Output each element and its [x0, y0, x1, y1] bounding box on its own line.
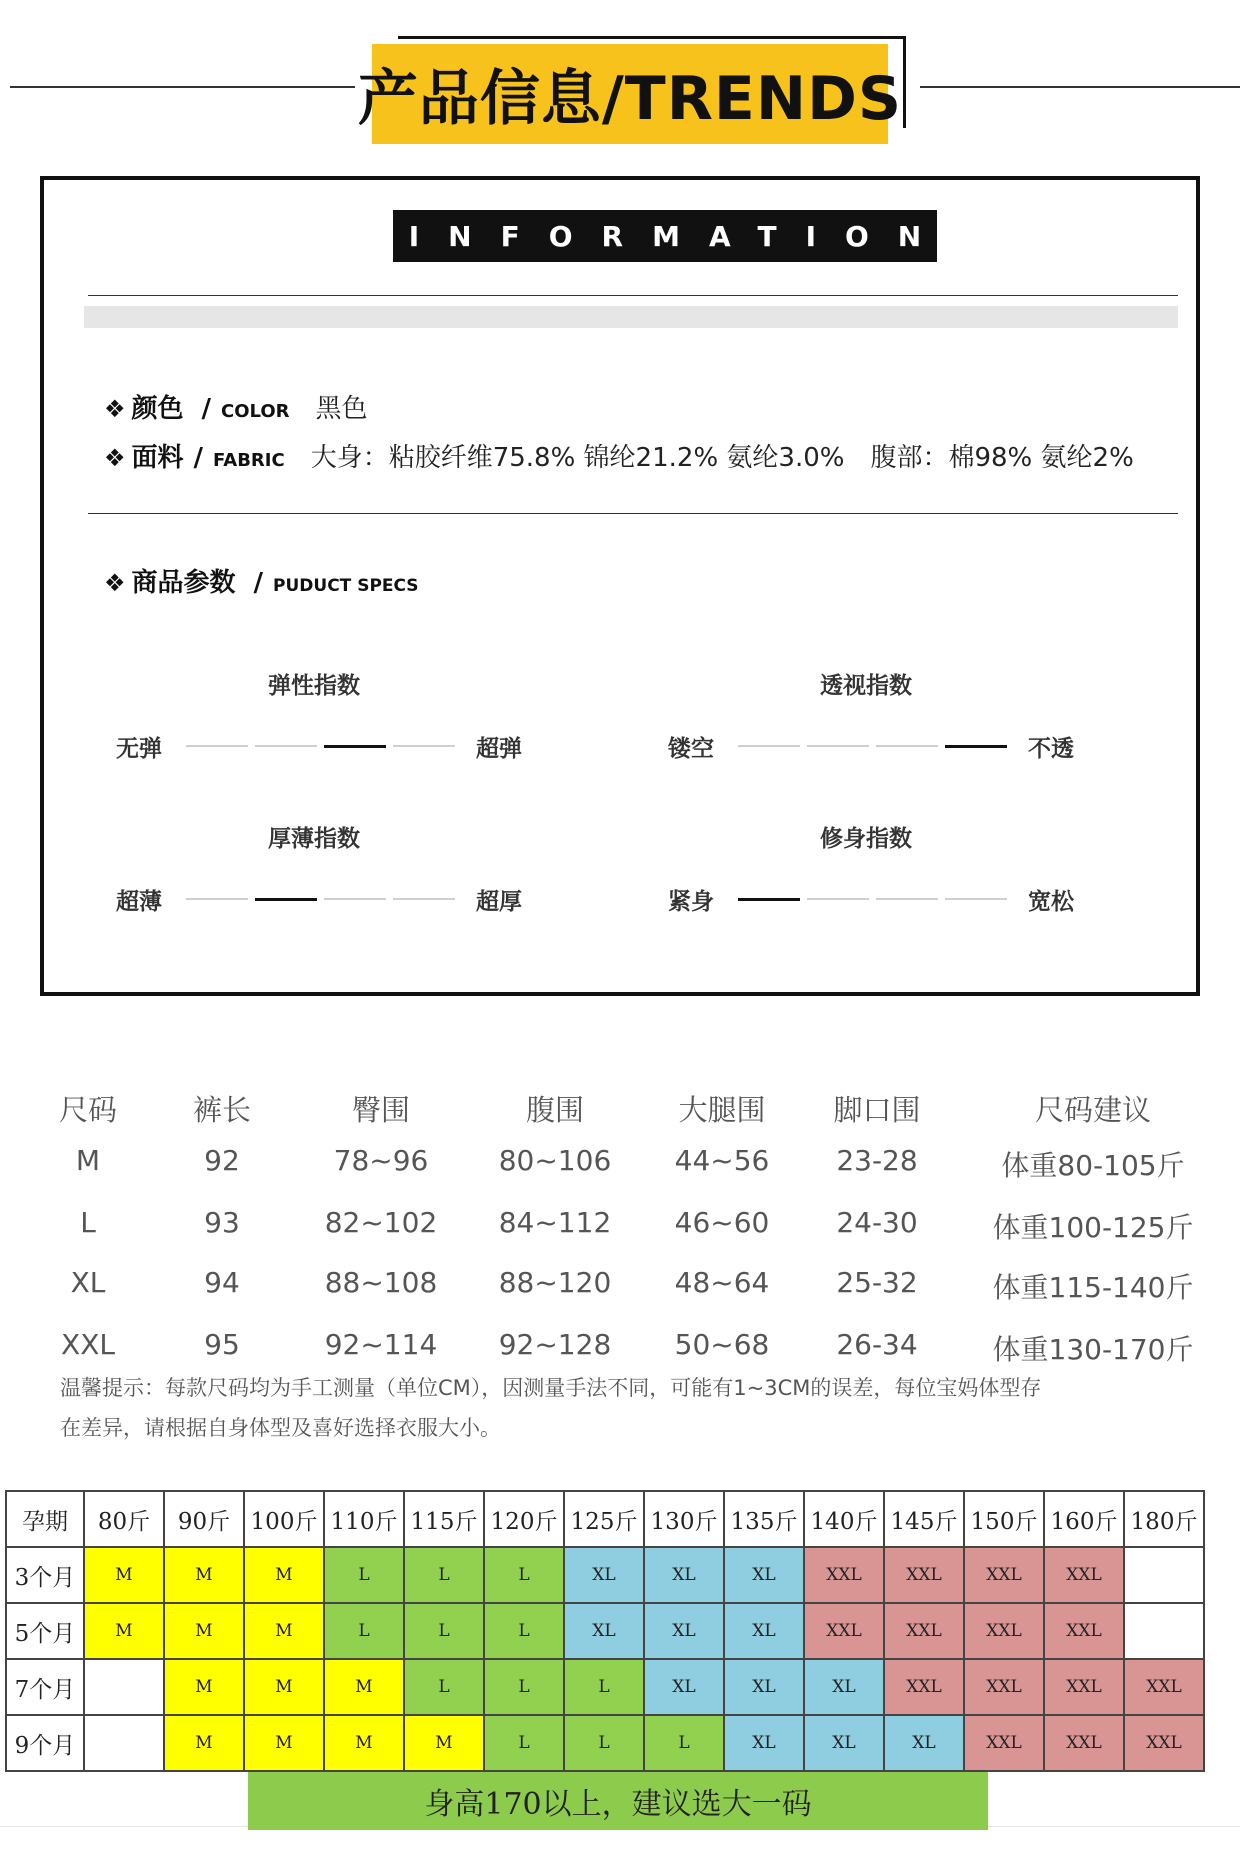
scale-segment: [738, 745, 800, 747]
grid-size-cell: XXL: [1044, 1715, 1124, 1771]
grid-weight-header: 160斤: [1044, 1491, 1124, 1547]
size-table-header: 臀围: [351, 1093, 410, 1127]
thickness-left: 超薄: [116, 889, 162, 915]
fabric-value-belly: 腹部：棉98% 氨纶2%: [870, 443, 1134, 473]
scale-segment: [393, 745, 455, 747]
size-table-header: 裤长: [192, 1093, 251, 1127]
grid-size-cell: XXL: [1044, 1603, 1124, 1659]
grid-size-cell: M: [324, 1659, 404, 1715]
size-table-header: 脚口围: [833, 1093, 921, 1127]
size-table-header: 尺码: [58, 1093, 117, 1127]
slash: /: [201, 394, 212, 424]
size-table-cell: 92~128: [498, 1328, 612, 1361]
size-table-header: 尺码建议: [1034, 1093, 1151, 1127]
grid-size-cell: M: [324, 1715, 404, 1771]
grid-size-cell: L: [564, 1659, 644, 1715]
grid-size-cell: L: [484, 1659, 564, 1715]
grid-size-cell: L: [324, 1547, 404, 1603]
size-table-header: 腹围: [525, 1093, 584, 1127]
color-label-en: COLOR: [221, 401, 290, 422]
grid-size-cell: [84, 1715, 164, 1771]
grid-weight-header: 125斤: [564, 1491, 644, 1547]
size-table-cell: 50~68: [674, 1328, 770, 1361]
grid-size-cell: XXL: [964, 1547, 1044, 1603]
grid-size-cell: L: [404, 1547, 484, 1603]
grid-size-cell: [84, 1659, 164, 1715]
grid-weight-header: 100斤: [244, 1491, 324, 1547]
grid-size-cell: M: [164, 1603, 244, 1659]
grid-size-cell: M: [84, 1603, 164, 1659]
grid-size-cell: L: [324, 1603, 404, 1659]
grid-weight-header: 110斤: [324, 1491, 404, 1547]
size-table-header: 大腿围: [678, 1093, 766, 1127]
grid-size-cell: L: [404, 1659, 484, 1715]
size-table-cell: 48~64: [674, 1266, 770, 1299]
grid-size-cell: XXL: [884, 1603, 964, 1659]
scale-segment: [393, 898, 455, 900]
grid-size-cell: M: [244, 1659, 324, 1715]
elasticity-left: 无弹: [116, 736, 162, 762]
grid-size-cell: XXL: [804, 1603, 884, 1659]
grid-size-cell: XXL: [964, 1715, 1044, 1771]
grid-size-cell: XXL: [964, 1659, 1044, 1715]
diamond-bullet-icon: ❖: [104, 395, 126, 423]
slash: /: [193, 443, 204, 473]
grid-size-cell: XXL: [804, 1547, 884, 1603]
specs-label-en: PUDUCT SPECS: [273, 576, 419, 596]
grid-size-cell: L: [404, 1603, 484, 1659]
grid-size-cell: XL: [804, 1715, 884, 1771]
grid-size-cell: XXL: [1044, 1659, 1124, 1715]
scale-segment: [186, 898, 248, 900]
fabric-value: 大身：粘胶纤维75.8% 锦纶21.2% 氨纶3.0%: [310, 443, 845, 473]
scale-segment: [876, 898, 938, 900]
grid-size-cell: XL: [804, 1659, 884, 1715]
scale-marker: [945, 745, 1007, 748]
scale-segment: [186, 745, 248, 747]
thickness-right: 超厚: [476, 889, 522, 915]
size-table-cell: 92: [204, 1144, 240, 1177]
grid-size-cell: XXL: [1044, 1547, 1124, 1603]
size-table-cell: XXL: [61, 1328, 115, 1361]
fabric-label-en: FABRIC: [213, 450, 285, 471]
pregnancy-size-grid: [5, 1490, 1205, 1772]
size-table-cell: 体重100-125斤: [992, 1211, 1194, 1244]
scale-segment: [945, 898, 1007, 900]
thickness-index: [116, 883, 546, 916]
grid-size-cell: XL: [724, 1603, 804, 1659]
grey-band: [84, 306, 1178, 328]
grid-weight-header: 135斤: [724, 1491, 804, 1547]
scale-segment: [324, 898, 386, 900]
scale-marker: [324, 745, 386, 748]
grid-size-cell: L: [644, 1715, 724, 1771]
size-table-cell: 26-34: [836, 1328, 918, 1361]
sheerness-index: [668, 730, 1098, 763]
information-panel: [40, 176, 1200, 996]
scale-marker: [255, 898, 317, 901]
header-right-line: [920, 86, 1240, 88]
grid-weight-header: 180斤: [1124, 1491, 1204, 1547]
fabric-label: 面料: [131, 443, 184, 473]
grid-weight-header: 80斤: [84, 1491, 164, 1547]
size-tip: [60, 1368, 1200, 1448]
information-title: INFORMATION: [393, 210, 937, 262]
grid-month: 3个月: [6, 1547, 84, 1603]
grid-size-cell: [1124, 1603, 1204, 1659]
size-table-cell: 44~56: [674, 1144, 770, 1177]
grid-size-cell: M: [244, 1547, 324, 1603]
size-tip-line: 温馨提示：每款尺码均为手工测量（单位CM），因测量手法不同，可能有1~3CM的误差，每位宝妈体型存: [60, 1376, 1042, 1400]
size-table-cell: 23-28: [836, 1144, 918, 1177]
diamond-bullet-icon: ❖: [104, 444, 126, 472]
color-value: 黑色: [315, 394, 368, 424]
grid-row: [6, 1715, 1204, 1771]
grid-size-cell: M: [244, 1603, 324, 1659]
grid-row: [6, 1547, 1204, 1603]
color-label: 颜色: [131, 394, 184, 424]
grid-row: [6, 1659, 1204, 1715]
diamond-bullet-icon: ❖: [104, 569, 126, 597]
grid-size-cell: M: [84, 1547, 164, 1603]
size-table-cell: 93: [204, 1206, 240, 1239]
grid-size-cell: XXL: [1124, 1715, 1204, 1771]
grid-month: 5个月: [6, 1603, 84, 1659]
grid-size-cell: L: [484, 1715, 564, 1771]
grid-size-cell: XL: [644, 1603, 724, 1659]
size-table-cell: 体重115-140斤: [992, 1271, 1194, 1304]
size-table-cell: 84~112: [498, 1206, 612, 1239]
elasticity-scale: [186, 745, 462, 748]
elasticity-right: 超弹: [476, 736, 522, 762]
size-table-cell: 94: [204, 1266, 240, 1299]
grid-size-cell: M: [244, 1715, 324, 1771]
size-tip-line: 在差异，请根据自身体型及喜好选择衣服大小。: [60, 1416, 501, 1440]
grid-size-cell: XXL: [884, 1659, 964, 1715]
scale-segment: [807, 745, 869, 747]
grid-weight-header: 140斤: [804, 1491, 884, 1547]
fit-scale: [738, 898, 1014, 901]
size-table-cell: 78~96: [333, 1144, 429, 1177]
grid-size-cell: XL: [724, 1547, 804, 1603]
elasticity-index: [116, 730, 546, 763]
grid-size-cell: XL: [564, 1603, 644, 1659]
fit-left: 紧身: [668, 889, 714, 915]
scale-segment: [807, 898, 869, 900]
size-table-cell: 25-32: [836, 1266, 918, 1299]
grid-size-cell: M: [404, 1715, 484, 1771]
grid-size-cell: L: [484, 1547, 564, 1603]
fabric-row: [104, 437, 1134, 474]
grid-corner: 孕期: [6, 1491, 84, 1547]
size-table-cell: 24-30: [836, 1206, 918, 1239]
sheerness-left: 镂空: [668, 736, 714, 762]
grid-size-cell: XL: [564, 1547, 644, 1603]
grid-size-cell: XL: [724, 1659, 804, 1715]
grid-size-cell: L: [484, 1603, 564, 1659]
grid-size-cell: XXL: [964, 1603, 1044, 1659]
specs-row: [104, 562, 445, 599]
size-table-cell: 体重130-170斤: [992, 1333, 1194, 1366]
fit-title: 修身指数: [820, 826, 912, 852]
header-banner: [357, 44, 903, 144]
grid-size-cell: XL: [884, 1715, 964, 1771]
scale-marker: [738, 898, 800, 901]
sheerness-title: 透视指数: [820, 673, 912, 699]
scale-segment: [255, 745, 317, 747]
elasticity-title: 弹性指数: [268, 673, 360, 699]
grid-weight-header: 90斤: [164, 1491, 244, 1547]
header-title: 产品信息/TRENDS: [357, 64, 903, 134]
grid-weight-header: 115斤: [404, 1491, 484, 1547]
grid-size-cell: XL: [724, 1715, 804, 1771]
thickness-scale: [186, 898, 462, 901]
divider: [88, 295, 1178, 296]
size-table-cell: XL: [70, 1266, 106, 1299]
sheerness-scale: [738, 745, 1014, 748]
size-table-cell: M: [75, 1144, 101, 1177]
grid-size-cell: XXL: [1124, 1659, 1204, 1715]
height-note: 身高170以上，建议选大一码: [248, 1772, 988, 1830]
grid-size-cell: M: [164, 1547, 244, 1603]
grid-size-cell: XXL: [884, 1547, 964, 1603]
grid-size-cell: [1124, 1547, 1204, 1603]
size-table-cell: 88~108: [324, 1266, 438, 1299]
grid-month: 9个月: [6, 1715, 84, 1771]
grid-header-row: [6, 1491, 1204, 1547]
size-table-cell: 46~60: [674, 1206, 770, 1239]
divider: [88, 513, 1178, 514]
size-table-cell: 95: [204, 1328, 240, 1361]
grid-weight-header: 150斤: [964, 1491, 1044, 1547]
slash: /: [253, 568, 264, 598]
size-table-cell: 82~102: [324, 1206, 438, 1239]
size-table-cell: 体重80-105斤: [1001, 1149, 1185, 1182]
header-left-line: [10, 86, 355, 88]
grid-size-cell: M: [164, 1659, 244, 1715]
size-table-cell: 88~120: [498, 1266, 612, 1299]
fit-index: [668, 883, 1098, 916]
fit-right: 宽松: [1028, 889, 1074, 915]
specs-label: 商品参数: [131, 568, 236, 598]
grid-month: 7个月: [6, 1659, 84, 1715]
grid-size-cell: XL: [644, 1659, 724, 1715]
size-table-cell: L: [80, 1206, 96, 1239]
grid-size-cell: M: [164, 1715, 244, 1771]
color-row: [104, 388, 368, 425]
grid-size-cell: L: [564, 1715, 644, 1771]
size-table-cell: 80~106: [498, 1144, 612, 1177]
grid-weight-header: 130斤: [644, 1491, 724, 1547]
scale-segment: [876, 745, 938, 747]
grid-row: [6, 1603, 1204, 1659]
grid-size-cell: XL: [644, 1547, 724, 1603]
grid-weight-header: 145斤: [884, 1491, 964, 1547]
grid-weight-header: 120斤: [484, 1491, 564, 1547]
thickness-title: 厚薄指数: [268, 826, 360, 852]
sheerness-right: 不透: [1028, 736, 1074, 762]
size-table-cell: 92~114: [324, 1328, 438, 1361]
